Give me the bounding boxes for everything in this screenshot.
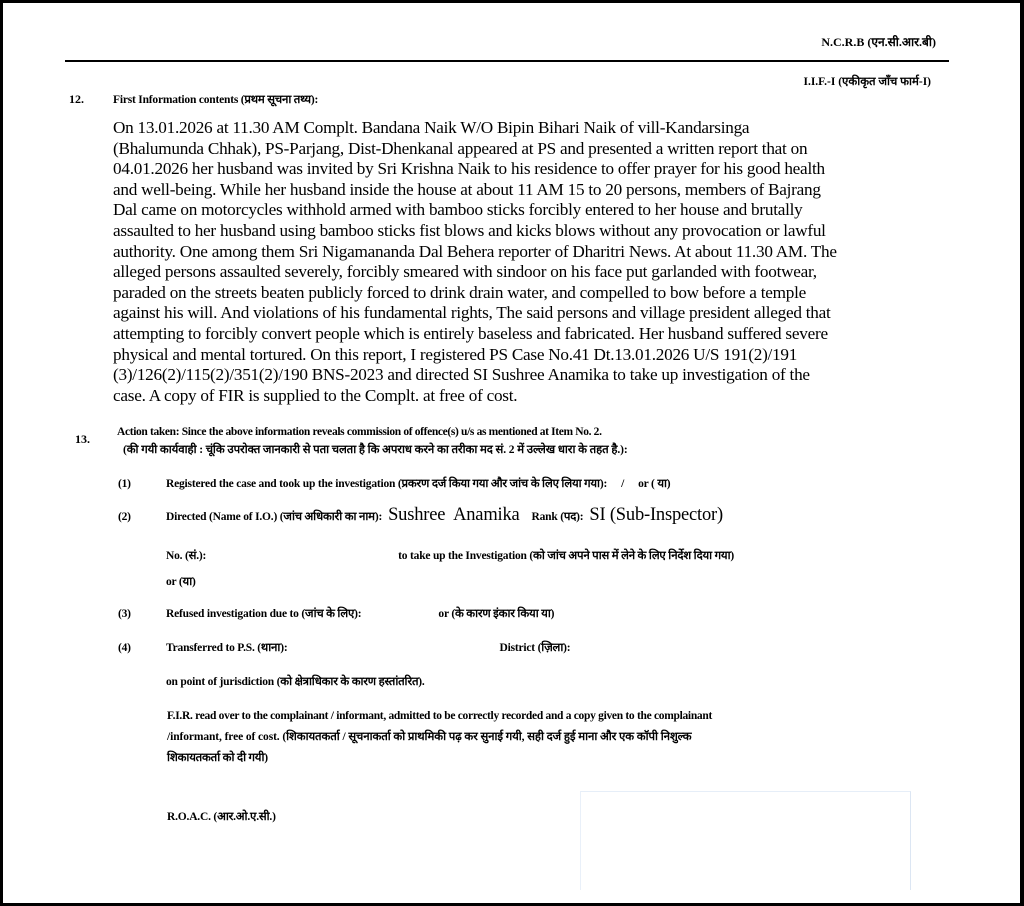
item-3-row — [118, 606, 958, 622]
first-information-contents — [113, 118, 958, 406]
fir-text-line: case. A copy of FIR is supplied to the Complt. at free of cost. — [113, 385, 518, 405]
jurisdiction-row — [166, 674, 956, 690]
registered-case-label: Registered the case and took up the investigation (प्रकरण दर्ज किया गया और जांच के लिए लिया गया): — [166, 478, 608, 491]
rank-label: Rank (पद): — [531, 511, 584, 524]
item-3-number: (3) — [118, 608, 131, 621]
item-4-number: (4) — [118, 642, 131, 655]
action-taken-title: Action taken: Since the above information reveals commission of offence(s) u/s as mentioned at Item No. 2. — [117, 426, 602, 439]
item-2-or: or (या) — [166, 576, 196, 589]
header — [3, 33, 1020, 51]
take-up-investigation-label: to take up the Investigation (को जांच अपने पास में लेने के लिए निर्देश दिया गया) — [398, 550, 734, 563]
form-id-row — [3, 62, 1020, 90]
fir-text-line: and well-being. While her husband inside the house at about 11 AM 15 to 20 persons, members of Bajrang — [113, 179, 821, 199]
item-1-slash: / — [621, 478, 625, 491]
io-name-label: Directed (Name of I.O.) (जांच अधिकारी का नाम): — [166, 511, 383, 524]
fir-text-line: paraded on the streets beaten publicly forced to drink drain water, and compelled to bow before a temple — [113, 282, 807, 302]
fir-text-line: authority. One among them Sri Nigamananda Dal Behera reporter of Dharitri News. At about 11.30 AM. The — [113, 241, 837, 261]
io-number-label: No. (सं.): — [166, 550, 207, 563]
fir-text-line: alleged persons assaulted severely, forcibly smeared with sindoor on his face put garlanded with footwear, — [113, 262, 817, 282]
item-2-row — [118, 504, 958, 526]
item-2-or-row — [166, 574, 956, 590]
section-13-number: 13. — [75, 432, 90, 447]
section-12-title: First Information contents (प्रथम सूचना तथ्य): — [113, 94, 319, 106]
signature-box — [580, 791, 911, 890]
fir-text-line: On 13.01.2026 at 11.30 AM Complt. Bandana Naik W/O Bipin Bihari Naik of vill-Kandarsinga — [113, 118, 750, 137]
jurisdiction-label: on point of jurisdiction (को क्षेत्राधिकार के कारण हस्तांतरित). — [166, 676, 425, 689]
fir-text-line: against his will. And violations of his fundamental rights, The said persons and village president alleged that — [113, 303, 831, 323]
section-13-titles — [117, 424, 628, 458]
fir-read-over-line-1: F.I.R. read over to the complainant / informant, admitted to be correctly recorded and a copy given to the complainant — [167, 710, 712, 723]
fir-form-page — [3, 3, 1020, 889]
fir-read-over — [167, 706, 957, 769]
item-2-number: (2) — [118, 511, 131, 524]
ncrb-header: N.C.R.B (एन.सी.आर.बी) — [821, 35, 936, 49]
fir-text-line: 04.01.2026 her husband was invited by Sri Krishna Naik to his residence to offer prayer for his good health — [113, 159, 825, 179]
io-number-row — [166, 548, 956, 564]
fir-text-line: Dal came on motorcycles withhold armed with bamboo sticks forcibly entered to her house and brutally — [113, 200, 803, 220]
fir-text-line: (3)/126(2)/115(2)/351(2)/190 BNS-2023 and directed SI Sushree Anamika to take up investigation of the — [113, 365, 810, 385]
section-12-number: 12. — [69, 92, 84, 106]
form-id: I.I.F.-I (एकीकृत जाँच फार्म-I) — [803, 76, 931, 88]
section-12-heading — [69, 92, 1020, 108]
roac-section — [3, 779, 1020, 889]
action-taken-title-hindi: (की गयी कार्यवाही : चूंकि उपरोक्त जानकारी से पता चलता है कि अपराध करने का तरीका मद सं. 2 में उल्लेख धारा के तहत है.): — [123, 444, 628, 457]
item-1-or: or ( या) — [638, 478, 671, 491]
refused-investigation-label: Refused investigation due to (जांच के लिए): — [166, 608, 362, 621]
rank-value: SI (Sub-Inspector) — [589, 505, 723, 526]
district-label: District (ज़िला): — [499, 642, 571, 655]
fir-read-over-line-3: शिकायतकर्ता को दी गयी) — [167, 752, 268, 765]
transferred-ps-label: Transferred to P.S. (थाना): — [166, 642, 288, 655]
fir-read-over-line-2: /informant, free of cost. (शिकायतकर्ता / सूचनाकर्ता को प्राथमिकी पढ़ कर सुनाई गयी, सही दर्ज हुई माना और एक कॉपी निशुल्क — [167, 731, 692, 744]
item-1-row — [118, 476, 958, 492]
fir-text-line: assaulted to her husband using bamboo sticks fist blows and kicks blows without any provocation or lawful — [113, 220, 826, 240]
item-3-or: or (के कारण इंकार किया या) — [438, 608, 555, 621]
fir-text-line: attempting to forcibly convert people which is entirely baseless and fabricated. Her husband suffered severe — [113, 323, 828, 343]
io-name-value: Sushree Anamika — [388, 505, 520, 526]
section-13-heading — [75, 424, 1020, 458]
item-1-number: (1) — [118, 478, 131, 491]
fir-text-line: physical and mental tortured. On this report, I registered PS Case No.41 Dt.13.01.2026 U/S 191(2)/191 — [113, 344, 798, 364]
item-4-row — [118, 640, 958, 656]
roac-label: R.O.A.C. (आर.ओ.ए.सी.) — [167, 811, 276, 824]
fir-text-line: (Bhalumunda Chhak), PS-Parjang, Dist-Dhenkanal appeared at PS and presented a written report that on — [113, 138, 808, 158]
